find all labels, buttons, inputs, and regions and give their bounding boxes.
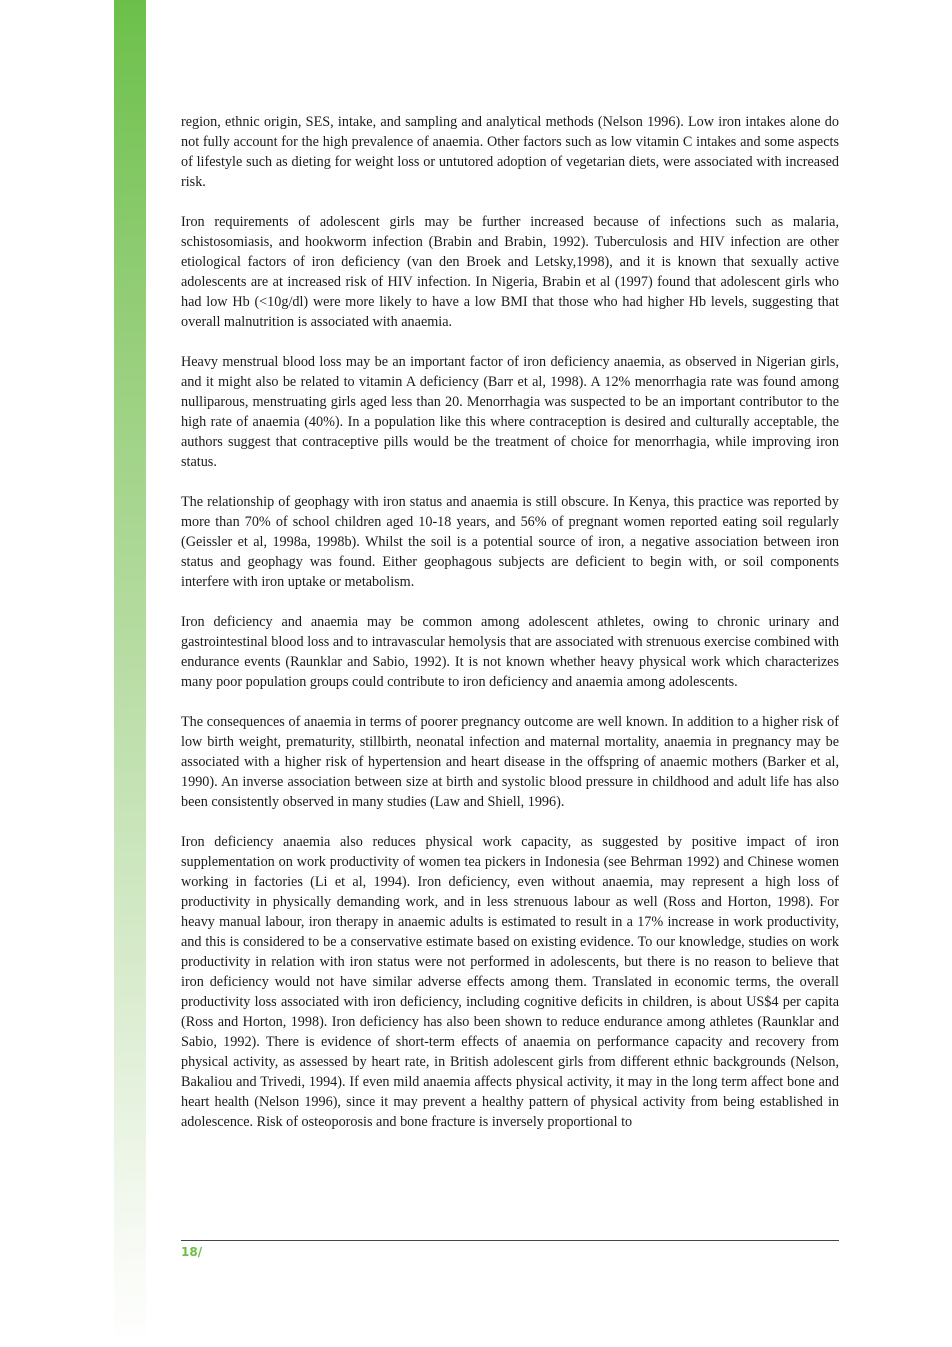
paragraph-5: Iron deficiency and anaemia may be common among adolescent athletes, owing to chronic urinary and gastrointestinal blood loss and to intravascular hemolysis that are associated with strenuous exercise combined with endurance events (Raunklar and Sabio, 1992). It is not known whether heavy physical work which characterizes many poor population groups could contribute to iron deficiency and anaemia among adolescents.: [181, 614, 839, 690]
paragraph-4: The relationship of geophagy with iron status and anaemia is still obscure. In Kenya, this practice was reported by more than 70% of school children aged 10-18 years, and 56% of pregnant women reported eating soil regularly (Geissler et al, 1998a, 1998b). Whilst the soil is a potential source of iron, a negative association between iron status and geophagy was found. Either geophagous subjects are deficient to begin with, or soil components interfere with iron uptake or metabolism.: [181, 494, 839, 590]
footer-divider: [181, 1240, 839, 1241]
paragraph-2: Iron requirements of adolescent girls may be further increased because of infections such as malaria, schistosomiasis, and hookworm infection (Brabin and Brabin, 1992). Tuberculosis and HIV infection are other etiological factors of iron deficiency (van den Broek and Letsky,1998), and it is known that sexually active adolescents are at increased risk of HIV infection. In Nigeria, Brabin et al (1997) found that adolescent girls who had low Hb (<10g/dl) were more likely to have a low BMI that those who had higher Hb levels, suggesting that overall malnutrition is associated with anaemia.: [181, 214, 839, 330]
body-text: [181, 112, 839, 1152]
paragraph-6: The consequences of anaemia in terms of poorer pregnancy outcome are well known. In addition to a higher risk of low birth weight, prematurity, stillbirth, neonatal infection and maternal mortality, anaemia in pregnancy may be associated with a higher risk of hypertension and heart disease in the offspring of anaemic mothers (Barker et al, 1990). An inverse association between size at birth and systolic blood pressure in childhood and adult life has also been consistently observed in many studies (Law and Shiell, 1996).: [181, 714, 839, 810]
paragraph-7: Iron deficiency anaemia also reduces physical work capacity, as suggested by positive impact of iron supplementation on work productivity of women tea pickers in Indonesia (see Behrman 1992) and Chinese women working in factories (Li et al, 1994). Iron deficiency, even without anaemia, may represent a high loss of productivity in physically demanding work, and in less strenuous labour as well (Ross and Horton, 1998). For heavy manual labour, iron therapy in anaemic adults is estimated to result in a 17% increase in work productivity, and this is considered to be a conservative estimate based on existing evidence. To our knowledge, studies on work productivity in relation with iron status were not performed in adolescents, but there is no reason to believe that iron deficiency would not have similar adverse effects among them. Translated in economic terms, the overall productivity loss associated with iron deficiency, including cognitive deficits in children, is about US$4 per capita (Ross and Horton, 1998). Iron deficiency has also been shown to reduce endurance among athletes (Raunklar and Sabio, 1992). There is evidence of short-term effects of anaemia on performance capacity and recovery from physical activity, as assessed by heart rate, in British adolescent girls from different ethnic backgrounds (Nelson, Bakaliou and Trivedi, 1994). If even mild anaemia affects physical activity, it may in the long term affect bone and heart health (Nelson 1996), since it may prevent a healthy pattern of physical activity from being established in adolescence. Risk of osteoporosis and bone fracture is inversely proportional to: [181, 834, 839, 1130]
paragraph-3: Heavy menstrual blood loss may be an important factor of iron deficiency anaemia, as observed in Nigerian girls, and it might also be related to vitamin A deficiency (Barr et al, 1998). A 12% menorrhagia rate was found among nulliparous, menstruating girls aged less than 20. Menorrhagia was suspected to be an important contributor to the high rate of anaemia (40%). In a population like this where contraception is desired and culturally acceptable, the authors suggest that contraceptive pills would be the treatment of choice for menorrhagia, while improving iron status.: [181, 354, 839, 470]
paragraph-1: region, ethnic origin, SES, intake, and sampling and analytical methods (Nelson 1996). Low iron intakes alone do not fully account for the high prevalence of anaemia. Other factors such as low vitamin C intakes and some aspects of lifestyle such as dieting for weight loss or untutored adoption of vegetarian diets, were associated with increased risk.: [181, 114, 839, 190]
page-number: 18/: [181, 1245, 203, 1259]
green-margin-bar: [114, 0, 146, 1347]
